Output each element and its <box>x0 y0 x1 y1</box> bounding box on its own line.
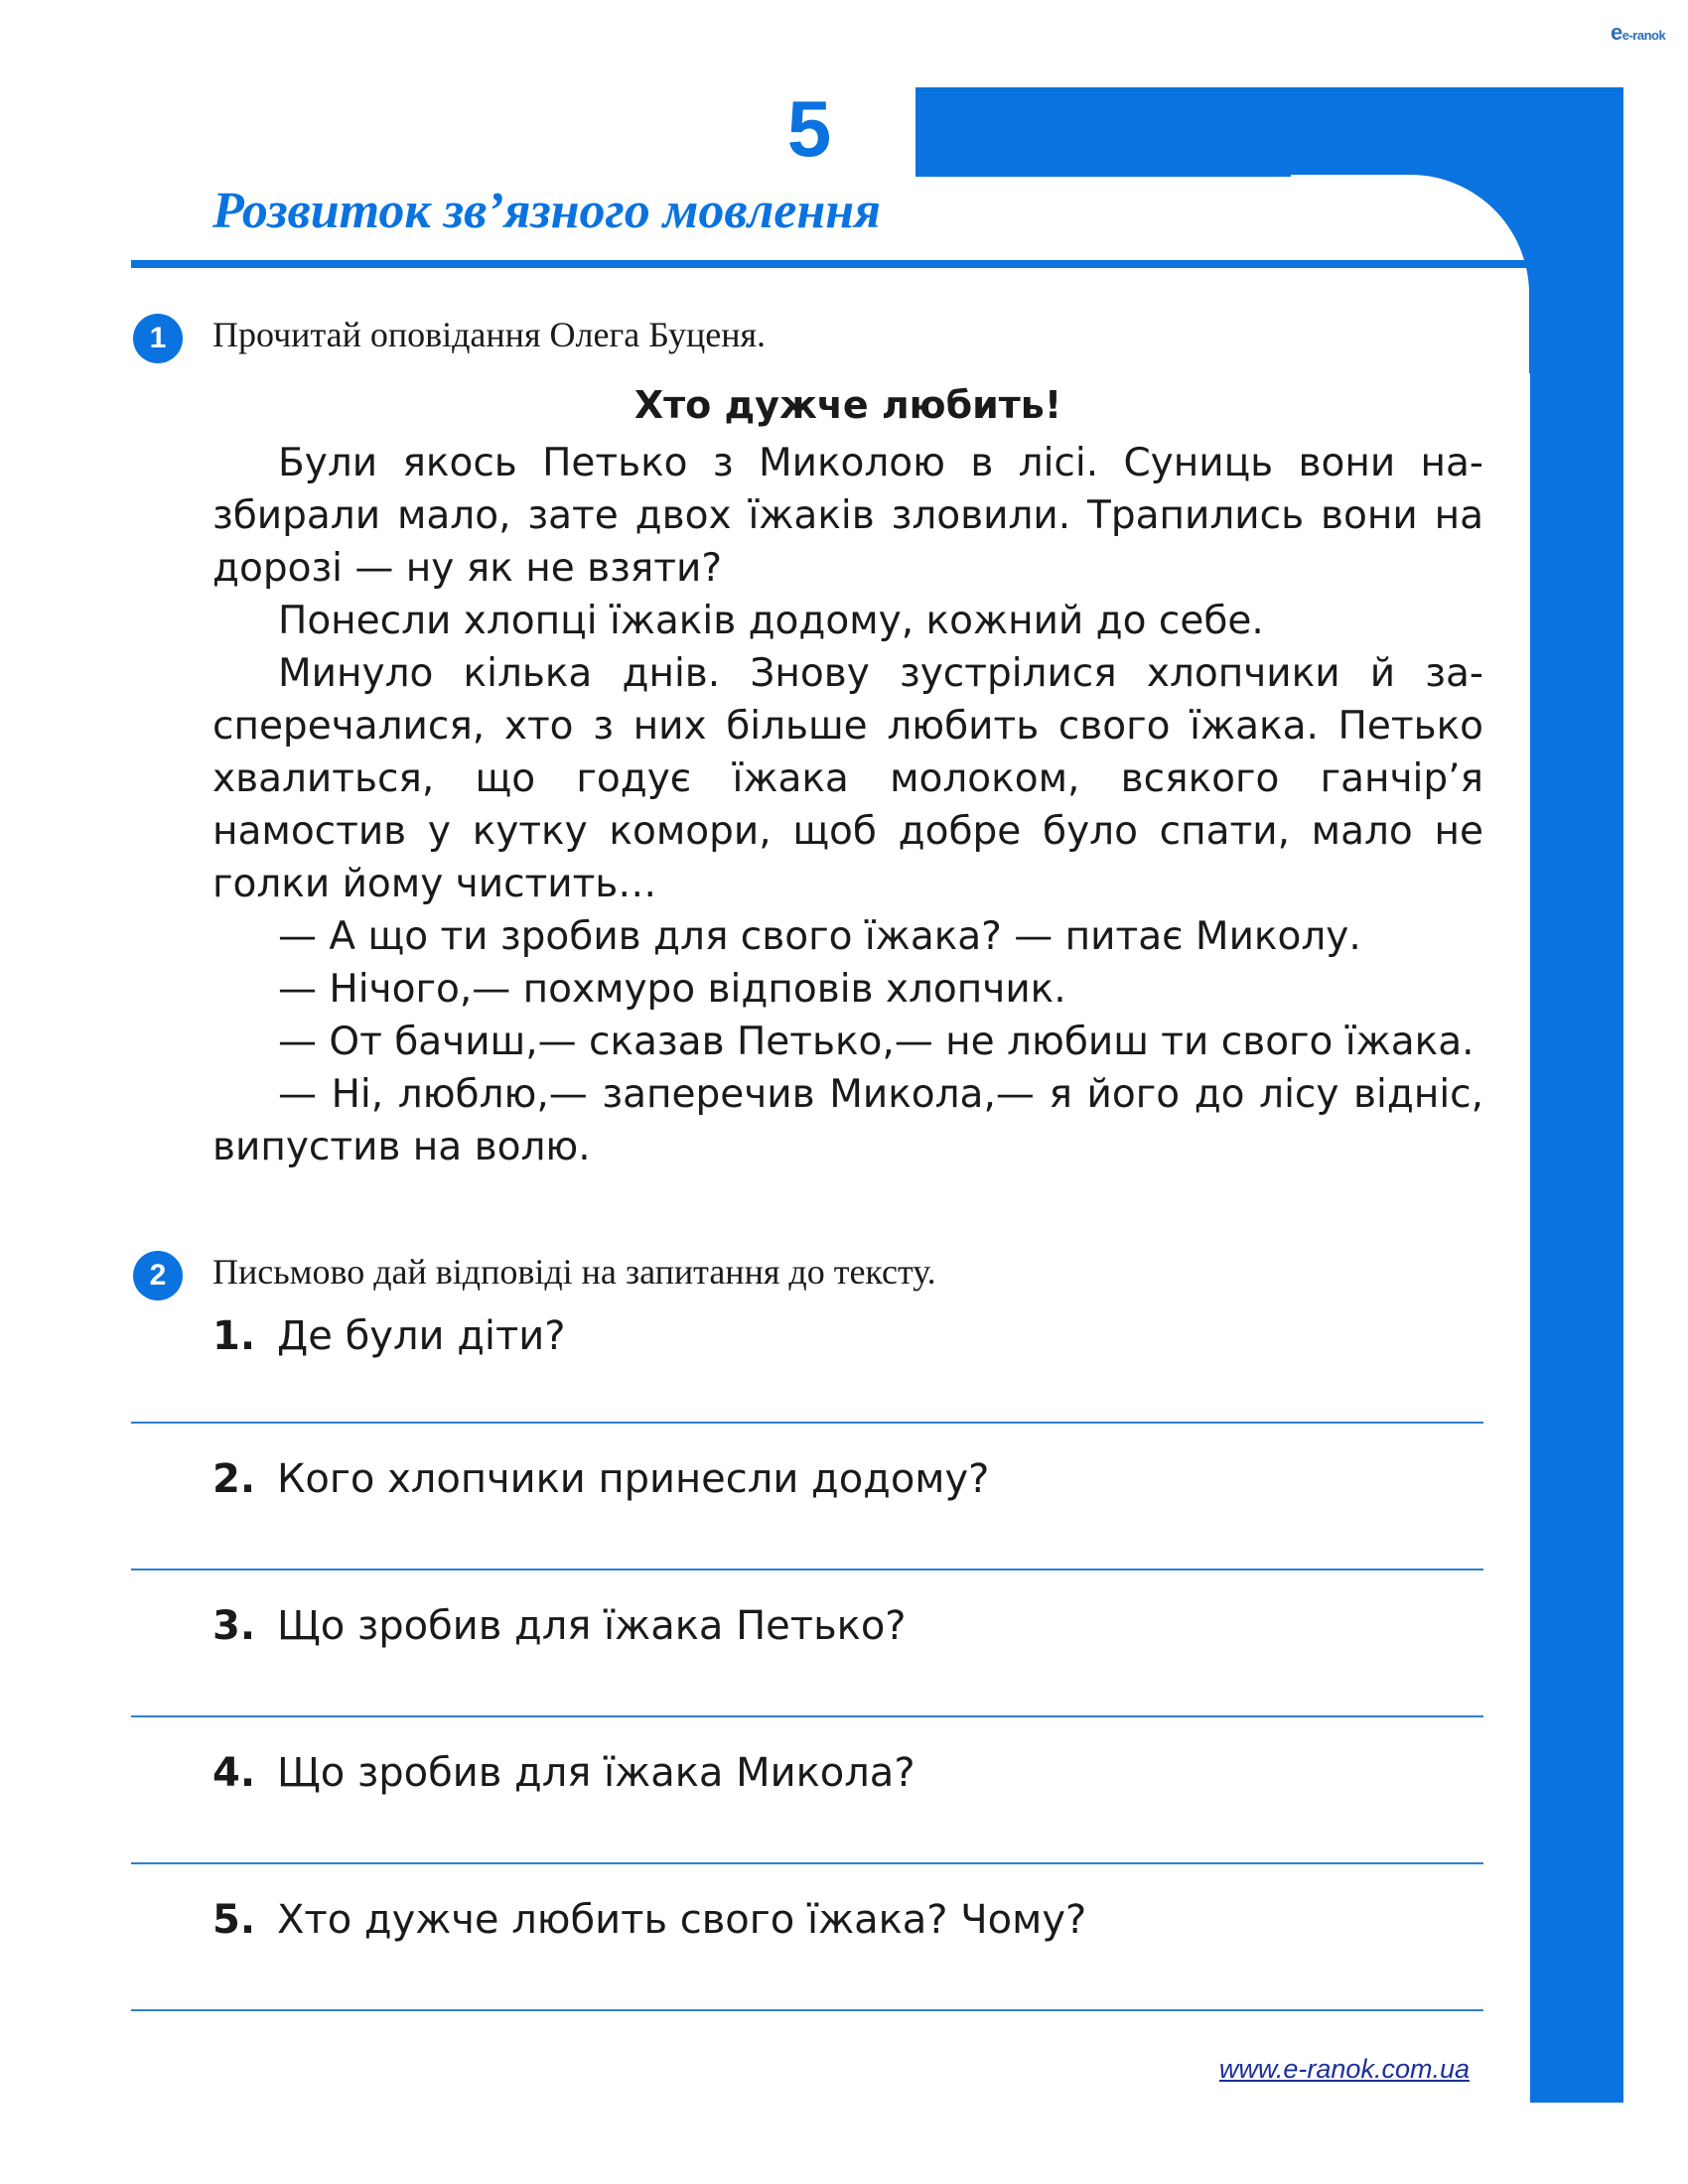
section-title: Розвиток зв’язного мовлення <box>212 183 881 239</box>
answer-line[interactable] <box>131 1862 1483 1864</box>
story-paragraph: — А що ти зробив для свого їжака? — питає Миколу. <box>278 914 1361 959</box>
question-item <box>212 1892 1086 1948</box>
answer-line[interactable] <box>131 2009 1483 2011</box>
question-item <box>212 1308 566 1364</box>
story-paragraph: Минуло кілька днів. Знову зустрілися хлопчики й засперечалися, хто з них більше любить свого їжака. Петько хвалиться, що годує їжака молоком, всякого ганчір’я намостив у кутку комори, щоб добре було спати, мало не голки йому чистить… <box>212 651 1483 906</box>
header-divider <box>131 260 1623 268</box>
task-instruction: Письмово дай відповіді на запитання до тексту. <box>212 1252 936 1292</box>
question-text: Кого хлопчики принесли додому? <box>277 1456 990 1502</box>
question-text: Що зробив для їжака Петько? <box>277 1603 907 1649</box>
story-title: Хто дужче любить! <box>633 383 1062 427</box>
task-instruction: Прочитай оповідання Олега Буценя. <box>212 315 767 354</box>
question-text: Де були діти? <box>277 1313 566 1359</box>
question-item <box>212 1598 907 1654</box>
question-number: 1. <box>212 1313 256 1359</box>
section-number: 5 <box>786 84 832 173</box>
question-item <box>212 1745 915 1801</box>
question-number: 3. <box>212 1603 256 1649</box>
story-paragraph: Були якось Петько з Миколою в лісі. Суниць вони назбирали мало, зате двох їжаків зловили. Трапились вони на дорозі — ну як не взяти? <box>212 441 1483 591</box>
story-text <box>212 437 1483 1173</box>
question-text: Що зробив для їжака Микола? <box>277 1750 915 1796</box>
question-number: 5. <box>212 1897 256 1943</box>
story-paragraph: Понесли хлопці їжаків додому, кожний до себе. <box>278 599 1264 643</box>
question-number: 2. <box>212 1456 256 1502</box>
question-number: 4. <box>212 1750 256 1796</box>
story-paragraph: — Нічого,— похмуро відповів хлопчик. <box>278 967 1066 1012</box>
question-item <box>212 1451 989 1507</box>
logo-text: e-ranok <box>1621 28 1666 43</box>
task-number-badge: 2 <box>133 1251 183 1300</box>
answer-line[interactable] <box>131 1422 1483 1424</box>
question-text: Хто дужче любить свого їжака? Чому? <box>277 1897 1087 1943</box>
story-paragraph: — От бачиш,— сказав Петько,— не любиш ти свого їжака. <box>278 1020 1475 1064</box>
footer-website-link[interactable]: www.e-ranok.com.ua <box>1218 2054 1470 2084</box>
right-blue-margin <box>1530 258 1623 2103</box>
task-number-badge: 1 <box>133 314 183 363</box>
story-paragraph: — Ні, люблю,— заперечив Микола,— я його до лісу відніс, випустив на волю. <box>212 1072 1483 1169</box>
answer-line[interactable] <box>131 1569 1483 1570</box>
header-blue-tab <box>915 87 1623 177</box>
publisher-logo: ee-ranok <box>1611 20 1666 45</box>
answer-line[interactable] <box>131 1715 1483 1717</box>
